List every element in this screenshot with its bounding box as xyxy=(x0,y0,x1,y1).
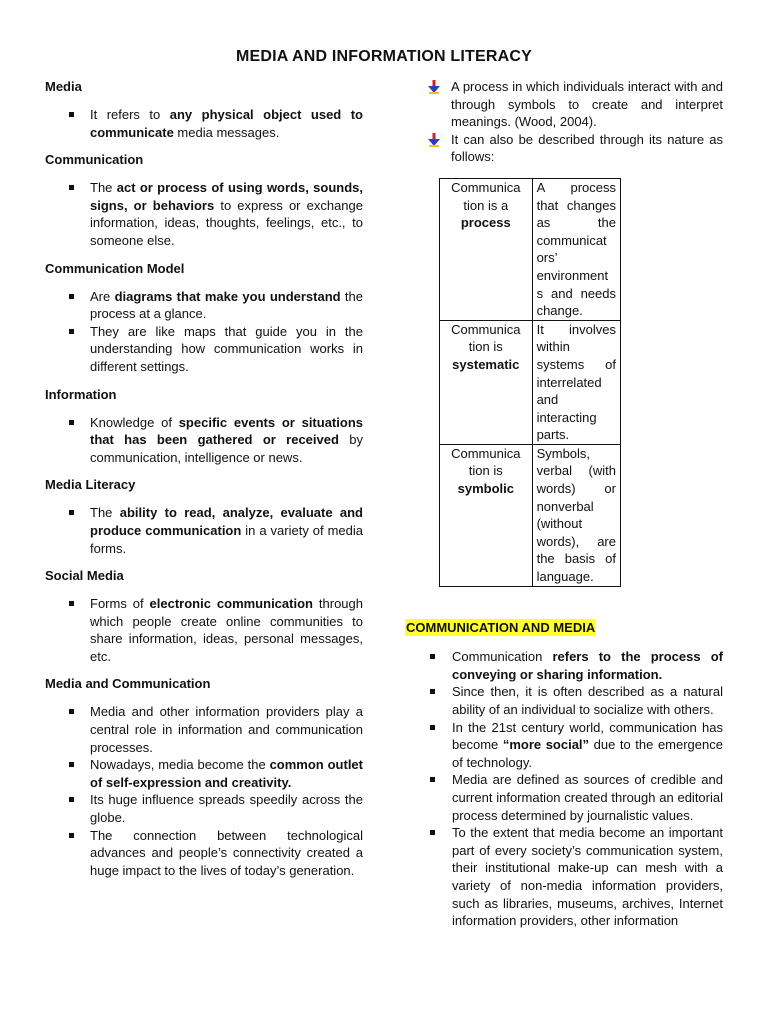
information-list xyxy=(45,414,363,467)
media-heading: Media xyxy=(45,79,82,94)
left-column xyxy=(45,78,363,889)
media-list xyxy=(45,106,363,141)
table-cell: It involves within systems of interrelated and interacting parts. xyxy=(532,320,620,444)
list-item: A process in which individuals interact with and through symbols to create and interpret meanings. (Wood, 2004). xyxy=(405,78,723,131)
arrow-list xyxy=(405,78,723,166)
list-item: They are like maps that guide you in the understanding how communication works in different settings. xyxy=(45,323,363,376)
list-item: Communication refers to the process of conveying or sharing information. xyxy=(405,648,723,683)
media-and-communication-heading: Media and Communication xyxy=(45,676,211,692)
list-item: The ability to read, analyze, evaluate and produce communication in a variety of media forms. xyxy=(45,504,363,557)
table-cell: Symbols, verbal (with words) or nonverbal (without words), are the basis of language. xyxy=(532,444,620,586)
communication-nature-table xyxy=(439,178,621,587)
communication-model-heading: Communication Model xyxy=(45,260,185,276)
table-cell: Communica tion is systematic xyxy=(440,320,533,444)
communication-list xyxy=(45,179,363,249)
list-item: Nowadays, media become the common outlet of self-expression and creativity. xyxy=(45,756,363,791)
media-literacy-list xyxy=(45,504,363,557)
list-item: Media and other information providers play a central role in information and communication processes. xyxy=(45,703,363,756)
social-media-heading: Social Media xyxy=(45,568,124,584)
table-row xyxy=(440,320,621,444)
arrow-down-bullet-icon xyxy=(427,80,441,94)
list-item: In the 21st century world, communication has become “more social” due to the emergence of technology. xyxy=(405,719,723,772)
communication-and-media-list xyxy=(405,648,723,930)
table-cell: Communica tion is a process xyxy=(440,178,533,320)
list-item: Since then, it is often described as a natural ability of an individual to socialize with others. xyxy=(405,683,723,718)
table-row xyxy=(440,444,621,586)
list-item: Are diagrams that make you understand the process at a glance. xyxy=(45,288,363,323)
communication-model-list xyxy=(45,288,363,376)
media-literacy-heading: Media Literacy xyxy=(45,477,136,493)
list-item: To the extent that media become an important part of every society’s communication system, their institutional make-up can mesh with a variety of non-media information providers, such as libraries, museums, archives, Internet information providers, other information xyxy=(405,824,723,930)
list-item: Forms of electronic communication through which people create online communities to share information, ideas, personal messages, etc. xyxy=(45,595,363,665)
table-row xyxy=(440,178,621,320)
page-title: MEDIA AND INFORMATION LITERACY xyxy=(235,48,533,65)
communication-heading: Communication xyxy=(45,152,144,168)
list-item: It can also be described through its nature as follows: xyxy=(405,131,723,166)
arrow-down-bullet-icon xyxy=(427,133,441,147)
table-cell: Communica tion is symbolic xyxy=(440,444,533,586)
list-item: Media are defined as sources of credible and current information created through an editorial process determined by journalistic values. xyxy=(405,771,723,824)
list-item: It refers to any physical object used to communicate media messages. xyxy=(45,106,363,141)
information-heading: Information xyxy=(45,386,117,402)
right-column xyxy=(405,78,723,940)
list-item: Its huge influence spreads speedily across the globe. xyxy=(45,791,363,826)
list-item: The act or process of using words, sounds, signs, or behaviors to express or exchange information, ideas, thoughts, feelings, etc., to someone else. xyxy=(45,179,363,249)
list-item: The connection between technological advances and people’s connectivity created a huge impact to the lives of today’s generation. xyxy=(45,827,363,880)
table-cell: A process that changes as the communicat ors’ environment s and needs change. xyxy=(532,178,620,320)
list-item: Knowledge of specific events or situations that has been gathered or received by communication, intelligence or news. xyxy=(45,414,363,467)
communication-and-media-heading: COMMUNICATION AND MEDIA xyxy=(406,619,596,635)
media-and-communication-list xyxy=(45,703,363,879)
social-media-list xyxy=(45,595,363,665)
